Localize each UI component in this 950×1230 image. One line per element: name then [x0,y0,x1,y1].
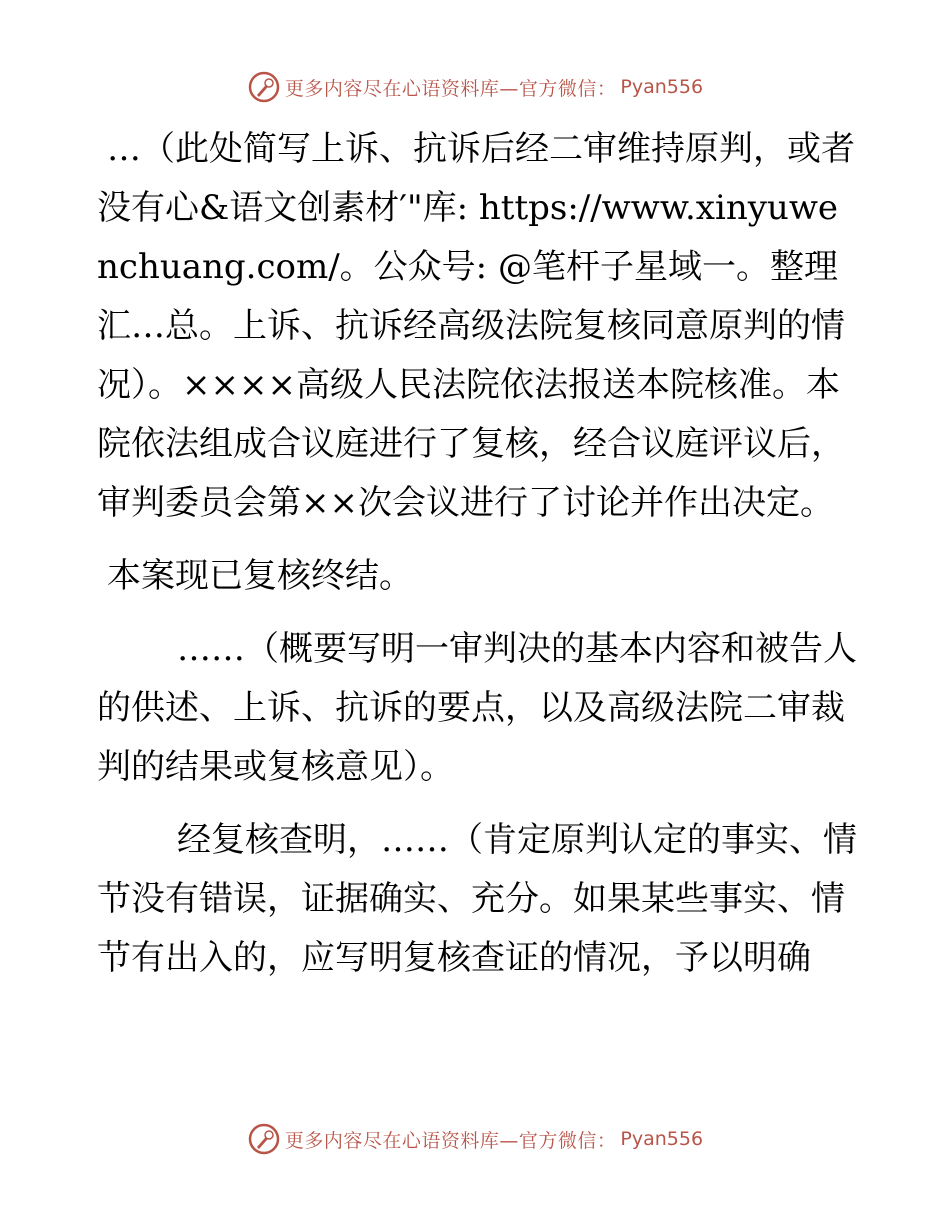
quill-pen-circle-icon [247,70,281,104]
header-text: 更多内容尽在心语资料库—官方微信： [284,77,617,100]
footer-wechat-id: Pyan556 [620,1128,704,1150]
footer-banner [0,1122,950,1156]
paragraph-review-findings: 经复核查明，……（肯定原判认定的事实、情节没有错误，证据确实、充分。如果某些事实、情节有出入的，应写明复核查证的情况，予以明确 [97,820,857,978]
footer-text: 更多内容尽在心语资料库—官方微信： [284,1129,617,1152]
quill-pen-circle-icon [247,1122,281,1156]
paragraph-first-instance-summary: ……（概要写明一审判决的基本内容和被告人的供述、上诉、抗诉的要点，以及高级法院二审裁判的结果或复核意见）。 [97,629,857,787]
header-wechat-id: Pyan556 [620,76,704,98]
document-body [97,120,857,988]
paragraph-case-concluded: 本案现已复核终结。 [107,556,413,596]
header-banner [0,70,950,104]
paragraph-review-process: …（此处简写上诉、抗诉后经二审维持原判，或者没有心&语文创素材′"库: https://www.xinyuwenchuang.com/。公众号: @笔杆子星域一。整理汇…总。上诉、抗诉经高级法院复核同意原判的情况）。××××高级人民法院依法报送本院核准。本院依法组成合议庭进行了复核，经合议庭评议后，审判委员会第××次会议进行了讨论并作出决定。 [97,129,855,523]
